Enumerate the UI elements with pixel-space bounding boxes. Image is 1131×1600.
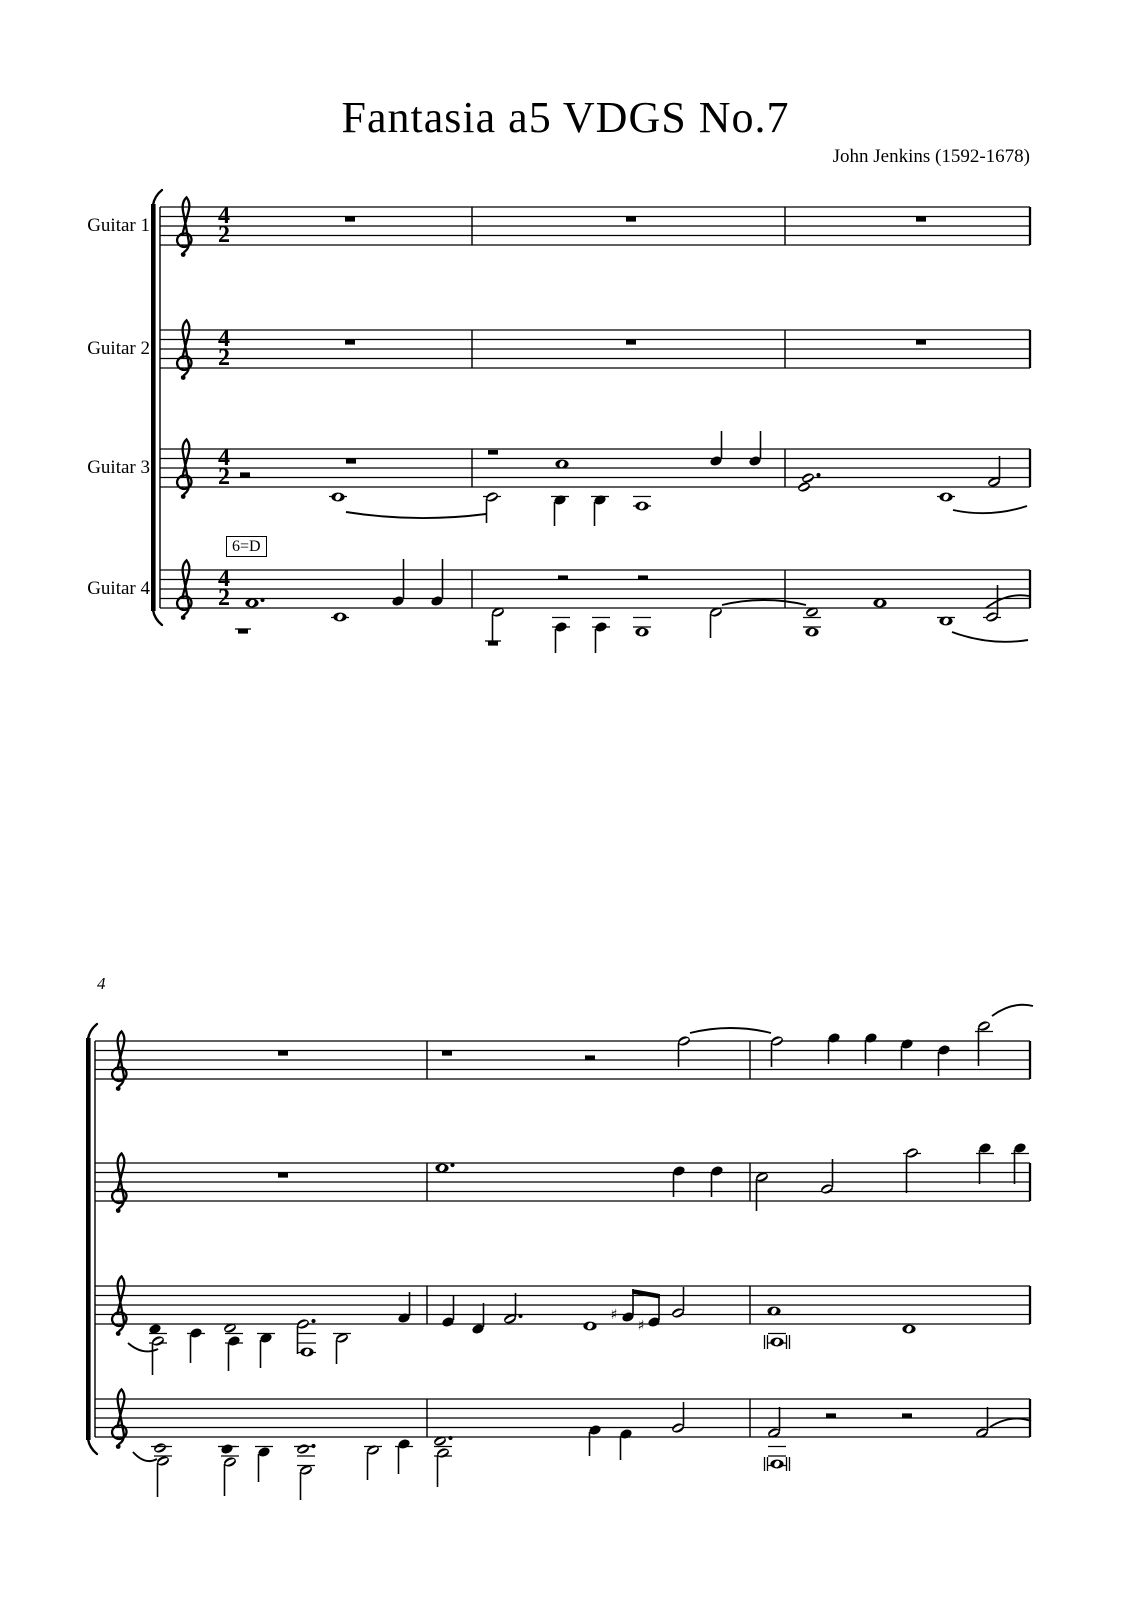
tie-slur bbox=[690, 1028, 771, 1033]
whole-note bbox=[767, 1307, 780, 1316]
part-label-guitar-4: Guitar 4 bbox=[87, 578, 150, 599]
half-note bbox=[364, 1444, 382, 1480]
half-note bbox=[483, 491, 501, 523]
whole-rest bbox=[916, 217, 926, 222]
quarter-note bbox=[591, 494, 609, 526]
half-note bbox=[903, 1147, 921, 1193]
half-rest bbox=[558, 575, 568, 580]
whole-note bbox=[937, 617, 955, 626]
quarter-note bbox=[710, 1165, 724, 1197]
whole-note bbox=[331, 613, 349, 622]
whole-rest bbox=[278, 1051, 288, 1056]
quarter-note bbox=[391, 559, 405, 607]
whole-rest bbox=[488, 450, 498, 455]
staff bbox=[160, 197, 1030, 257]
dotted-half-note bbox=[503, 1293, 523, 1325]
sharp-accidental: ♯ bbox=[610, 1307, 618, 1323]
whole-note bbox=[329, 493, 347, 502]
quarter-note bbox=[864, 1032, 878, 1064]
tie-slur bbox=[990, 1419, 1031, 1427]
quarter-note bbox=[672, 1165, 686, 1197]
treble-clef bbox=[112, 1031, 126, 1091]
dotted-whole-note bbox=[435, 1163, 454, 1173]
quarter-note bbox=[619, 1428, 633, 1460]
half-note bbox=[149, 1334, 167, 1376]
dotted-whole-note bbox=[245, 598, 264, 608]
time-signature bbox=[218, 203, 230, 248]
system-2 bbox=[86, 1005, 1033, 1500]
part-label-guitar-3: Guitar 3 bbox=[87, 457, 150, 478]
piece-title: Fantasia a5 VDGS No.7 bbox=[341, 93, 790, 142]
whole-note bbox=[633, 497, 651, 511]
whole-rest bbox=[485, 641, 501, 646]
whole-rest bbox=[626, 217, 636, 222]
quarter-note bbox=[430, 559, 444, 607]
sharp-accidental: ♯ bbox=[637, 1318, 645, 1334]
quarter-note bbox=[592, 618, 610, 654]
half-note bbox=[755, 1171, 769, 1211]
quarter-note bbox=[225, 1334, 243, 1372]
svg-text:2: 2 bbox=[218, 222, 230, 248]
svg-text:2: 2 bbox=[218, 464, 230, 490]
half-rest bbox=[585, 1055, 595, 1060]
quarter-note bbox=[471, 1303, 485, 1335]
tie-slur bbox=[953, 506, 1027, 513]
half-note bbox=[434, 1447, 452, 1488]
staff bbox=[95, 1276, 1030, 1375]
augmentation-dot bbox=[260, 598, 264, 602]
half-note bbox=[221, 1447, 239, 1497]
half-note bbox=[154, 1447, 172, 1498]
part-label-guitar-2: Guitar 2 bbox=[87, 338, 150, 359]
svg-text:2: 2 bbox=[218, 345, 230, 371]
svg-text:4: 4 bbox=[218, 566, 230, 592]
whole-note bbox=[902, 1325, 915, 1334]
tie-slur bbox=[986, 595, 1029, 608]
half-note bbox=[987, 456, 1001, 488]
whole-rest bbox=[345, 217, 355, 222]
bracketed-whole-note bbox=[765, 1334, 790, 1350]
quarter-note bbox=[441, 1296, 455, 1328]
composer-credit: John Jenkins (1592-1678) bbox=[832, 146, 1030, 167]
whole-note bbox=[803, 618, 821, 637]
whole-note bbox=[583, 1322, 596, 1331]
svg-text:2: 2 bbox=[218, 585, 230, 611]
time-signature bbox=[218, 445, 230, 490]
whole-note bbox=[937, 493, 955, 502]
part-label-guitar-1: Guitar 1 bbox=[87, 215, 150, 236]
tuning-indication: 6=D bbox=[226, 536, 267, 557]
treble-clef bbox=[177, 320, 191, 380]
time-signature bbox=[218, 326, 230, 371]
half-note bbox=[297, 1447, 315, 1501]
tie-slur bbox=[952, 632, 1028, 642]
tie-slur bbox=[346, 512, 486, 518]
augmentation-dot bbox=[311, 1319, 315, 1323]
staff bbox=[95, 1005, 1033, 1091]
treble-clef bbox=[112, 1389, 126, 1449]
whole-rest bbox=[346, 459, 356, 464]
half-rest bbox=[240, 472, 250, 477]
whole-rest bbox=[626, 340, 636, 345]
half-note bbox=[767, 1407, 781, 1439]
quarter-note bbox=[588, 1424, 602, 1456]
whole-rest bbox=[278, 1173, 288, 1178]
treble-clef bbox=[177, 439, 191, 499]
staff bbox=[95, 1389, 1031, 1500]
quarter-note bbox=[187, 1327, 205, 1363]
whole-rest bbox=[235, 629, 251, 634]
whole-note bbox=[633, 618, 651, 637]
half-note bbox=[151, 1442, 169, 1454]
measure-number: 4 bbox=[97, 974, 106, 993]
quarter-note bbox=[551, 494, 569, 526]
staff bbox=[160, 559, 1030, 653]
bracketed-whole-note bbox=[765, 1447, 790, 1472]
half-note bbox=[820, 1159, 834, 1195]
quarter-note bbox=[255, 1446, 273, 1482]
half-note bbox=[797, 481, 811, 493]
augmentation-dot bbox=[450, 1163, 454, 1167]
half-note bbox=[975, 1020, 993, 1066]
augmentation-dot bbox=[816, 473, 820, 477]
dotted-half-note bbox=[294, 1443, 316, 1455]
quarter-note bbox=[397, 1292, 411, 1324]
staff bbox=[160, 431, 1030, 526]
quarter-note bbox=[395, 1438, 413, 1474]
treble-clef bbox=[177, 197, 191, 257]
half-rest bbox=[638, 575, 648, 580]
system-1 bbox=[151, 190, 1030, 653]
tie-slur bbox=[722, 600, 806, 605]
whole-rest bbox=[442, 1051, 452, 1056]
half-note bbox=[491, 606, 505, 642]
treble-clef bbox=[112, 1276, 126, 1336]
svg-text:4: 4 bbox=[218, 445, 230, 471]
whole-rest bbox=[916, 340, 926, 345]
svg-text:4: 4 bbox=[218, 326, 230, 352]
whole-note bbox=[873, 599, 886, 608]
treble-clef bbox=[112, 1153, 126, 1213]
augmentation-dot bbox=[518, 1314, 522, 1318]
augmentation-dot bbox=[448, 1436, 452, 1440]
whole-rest bbox=[345, 340, 355, 345]
whole-note bbox=[555, 460, 568, 469]
quarter-note bbox=[900, 1038, 914, 1070]
treble-clef bbox=[177, 560, 191, 620]
quarter-note bbox=[552, 618, 570, 654]
tie-slur bbox=[133, 1452, 157, 1461]
half-note bbox=[975, 1407, 989, 1439]
half-rest bbox=[902, 1413, 912, 1418]
whole-note bbox=[298, 1334, 316, 1357]
time-signature bbox=[218, 566, 230, 611]
tie-slur bbox=[992, 1005, 1033, 1016]
quarter-note bbox=[218, 1443, 236, 1455]
staff bbox=[95, 1142, 1030, 1213]
svg-text:4: 4 bbox=[218, 203, 230, 229]
half-rest bbox=[826, 1413, 836, 1418]
quarter-note bbox=[257, 1332, 275, 1368]
half-note bbox=[333, 1332, 351, 1364]
staff bbox=[160, 320, 1030, 380]
quarter-note bbox=[827, 1032, 841, 1064]
half-note bbox=[709, 606, 723, 638]
